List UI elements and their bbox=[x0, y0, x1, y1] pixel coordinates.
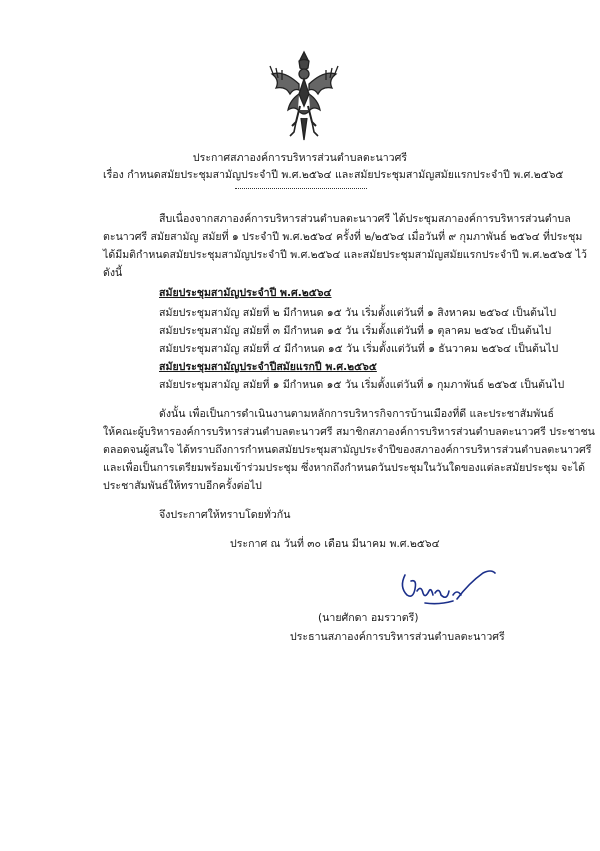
announcement-subject: เรื่อง กำหนดสมัยประชุมสามัญประจำปี พ.ศ.๒๕๖๔ และสมัยประชุมสามัญสมัยแรกประจำปี พ.ศ.๒๕๖๕ bbox=[103, 169, 564, 181]
section-1-heading: สมัยประชุมสามัญประจำปี พ.ศ.๒๕๖๔ bbox=[159, 287, 332, 299]
section-1-item-2: สมัยประชุมสามัญ สมัยที่ ๓ มีกำหนด ๑๕ วัน เริ่มตั้งแต่วันที่ ๑ ตุลาคม ๒๕๖๔ เป็นต้นไป bbox=[159, 325, 552, 337]
section-2-heading: สมัยประชุมสามัญประจำปีสมัยแรกปี พ.ศ.๒๕๖๕ bbox=[159, 361, 377, 373]
announcement-title: ประกาศสภาองค์การบริหารส่วนตำบลตะนาวศรี bbox=[192, 152, 408, 164]
dotted-divider bbox=[235, 188, 367, 189]
intro-line-4: ดังนี้ bbox=[103, 267, 123, 279]
closing-line-2: ให้คณะผู้บริหารองค์การบริหารส่วนตำบลตะนาวศรี สมาชิกสภาองค์การบริหารส่วนตำบลตะนาวศรี ประชาชน bbox=[103, 426, 595, 438]
closing-line-4: และเพื่อเป็นการเตรียมพร้อมเข้าร่วมประชุม ซึ่งหากถึงกำหนดวันประชุมในวันใดของแต่ละสมัยประชุม จะได้ bbox=[103, 462, 586, 474]
handwritten-signature bbox=[395, 565, 505, 610]
section-1-item-1: สมัยประชุมสามัญ สมัยที่ ๒ มีกำหนด ๑๕ วัน เริ่มตั้งแต่วันที่ ๑ สิงหาคม ๒๕๖๔ เป็นต้นไป bbox=[159, 307, 557, 319]
signer-name: (นายศักดา อมรวาตรี) bbox=[318, 612, 419, 624]
signer-title: ประธานสภาองค์การบริหารส่วนตำบลตะนาวศรี bbox=[290, 631, 505, 643]
closing-line-3: ตลอดจนผู้สนใจ ได้ทราบถึงการกำหนดสมัยประชุมสามัญประจำปีของสภาองค์การบริหารส่วนตำบลตะนาวศรี bbox=[103, 444, 592, 456]
intro-line-3: ได้มีมติกำหนดสมัยประชุมสามัญประจำปี พ.ศ.๒๕๖๔ และสมัยประชุมสามัญสมัยแรกประจำปี พ.ศ.๒๕๖๕ ไว้ bbox=[103, 249, 587, 261]
section-1-item-3: สมัยประชุมสามัญ สมัยที่ ๔ มีกำหนด ๑๕ วัน เริ่มตั้งแต่วันที่ ๑ ธันวาคม ๒๕๖๔ เป็นต้นไป bbox=[159, 343, 559, 355]
closing-line-1: ดังนั้น เพื่อเป็นการดำเนินงานตามหลักการบริหารกิจการบ้านเมืองที่ดี และประชาสัมพันธ์ bbox=[159, 408, 554, 420]
intro-line-1: สืบเนื่องจากสภาองค์การบริหารส่วนตำบลตะนาวศรี ได้ประชุมสภาองค์การบริหารส่วนตำบล bbox=[159, 213, 571, 225]
garuda-emblem bbox=[266, 48, 342, 144]
announcement-date: ประกาศ ณ วันที่ ๓๐ เดือน มีนาคม พ.ศ.๒๕๖๔ bbox=[230, 538, 440, 550]
closing-line-5: ประชาสัมพันธ์ให้ทราบอีกครั้งต่อไป bbox=[103, 480, 262, 492]
intro-line-2: ตะนาวศรี สมัยสามัญ สมัยที่ ๑ ประจำปี พ.ศ.๒๕๖๔ ครั้งที่ ๒/๒๕๖๔ เมื่อวันที่ ๙ กุมภาพันธ์ ๒๕๖๔ ที่ประชุม bbox=[103, 231, 583, 243]
announce-line: จึงประกาศให้ทราบโดยทั่วกัน bbox=[159, 509, 291, 521]
section-2-item-1: สมัยประชุมสามัญ สมัยที่ ๑ มีกำหนด ๑๕ วัน เริ่มตั้งแต่วันที่ ๑ กุมภาพันธ์ ๒๕๖๕ เป็นต้นไป bbox=[159, 379, 565, 391]
